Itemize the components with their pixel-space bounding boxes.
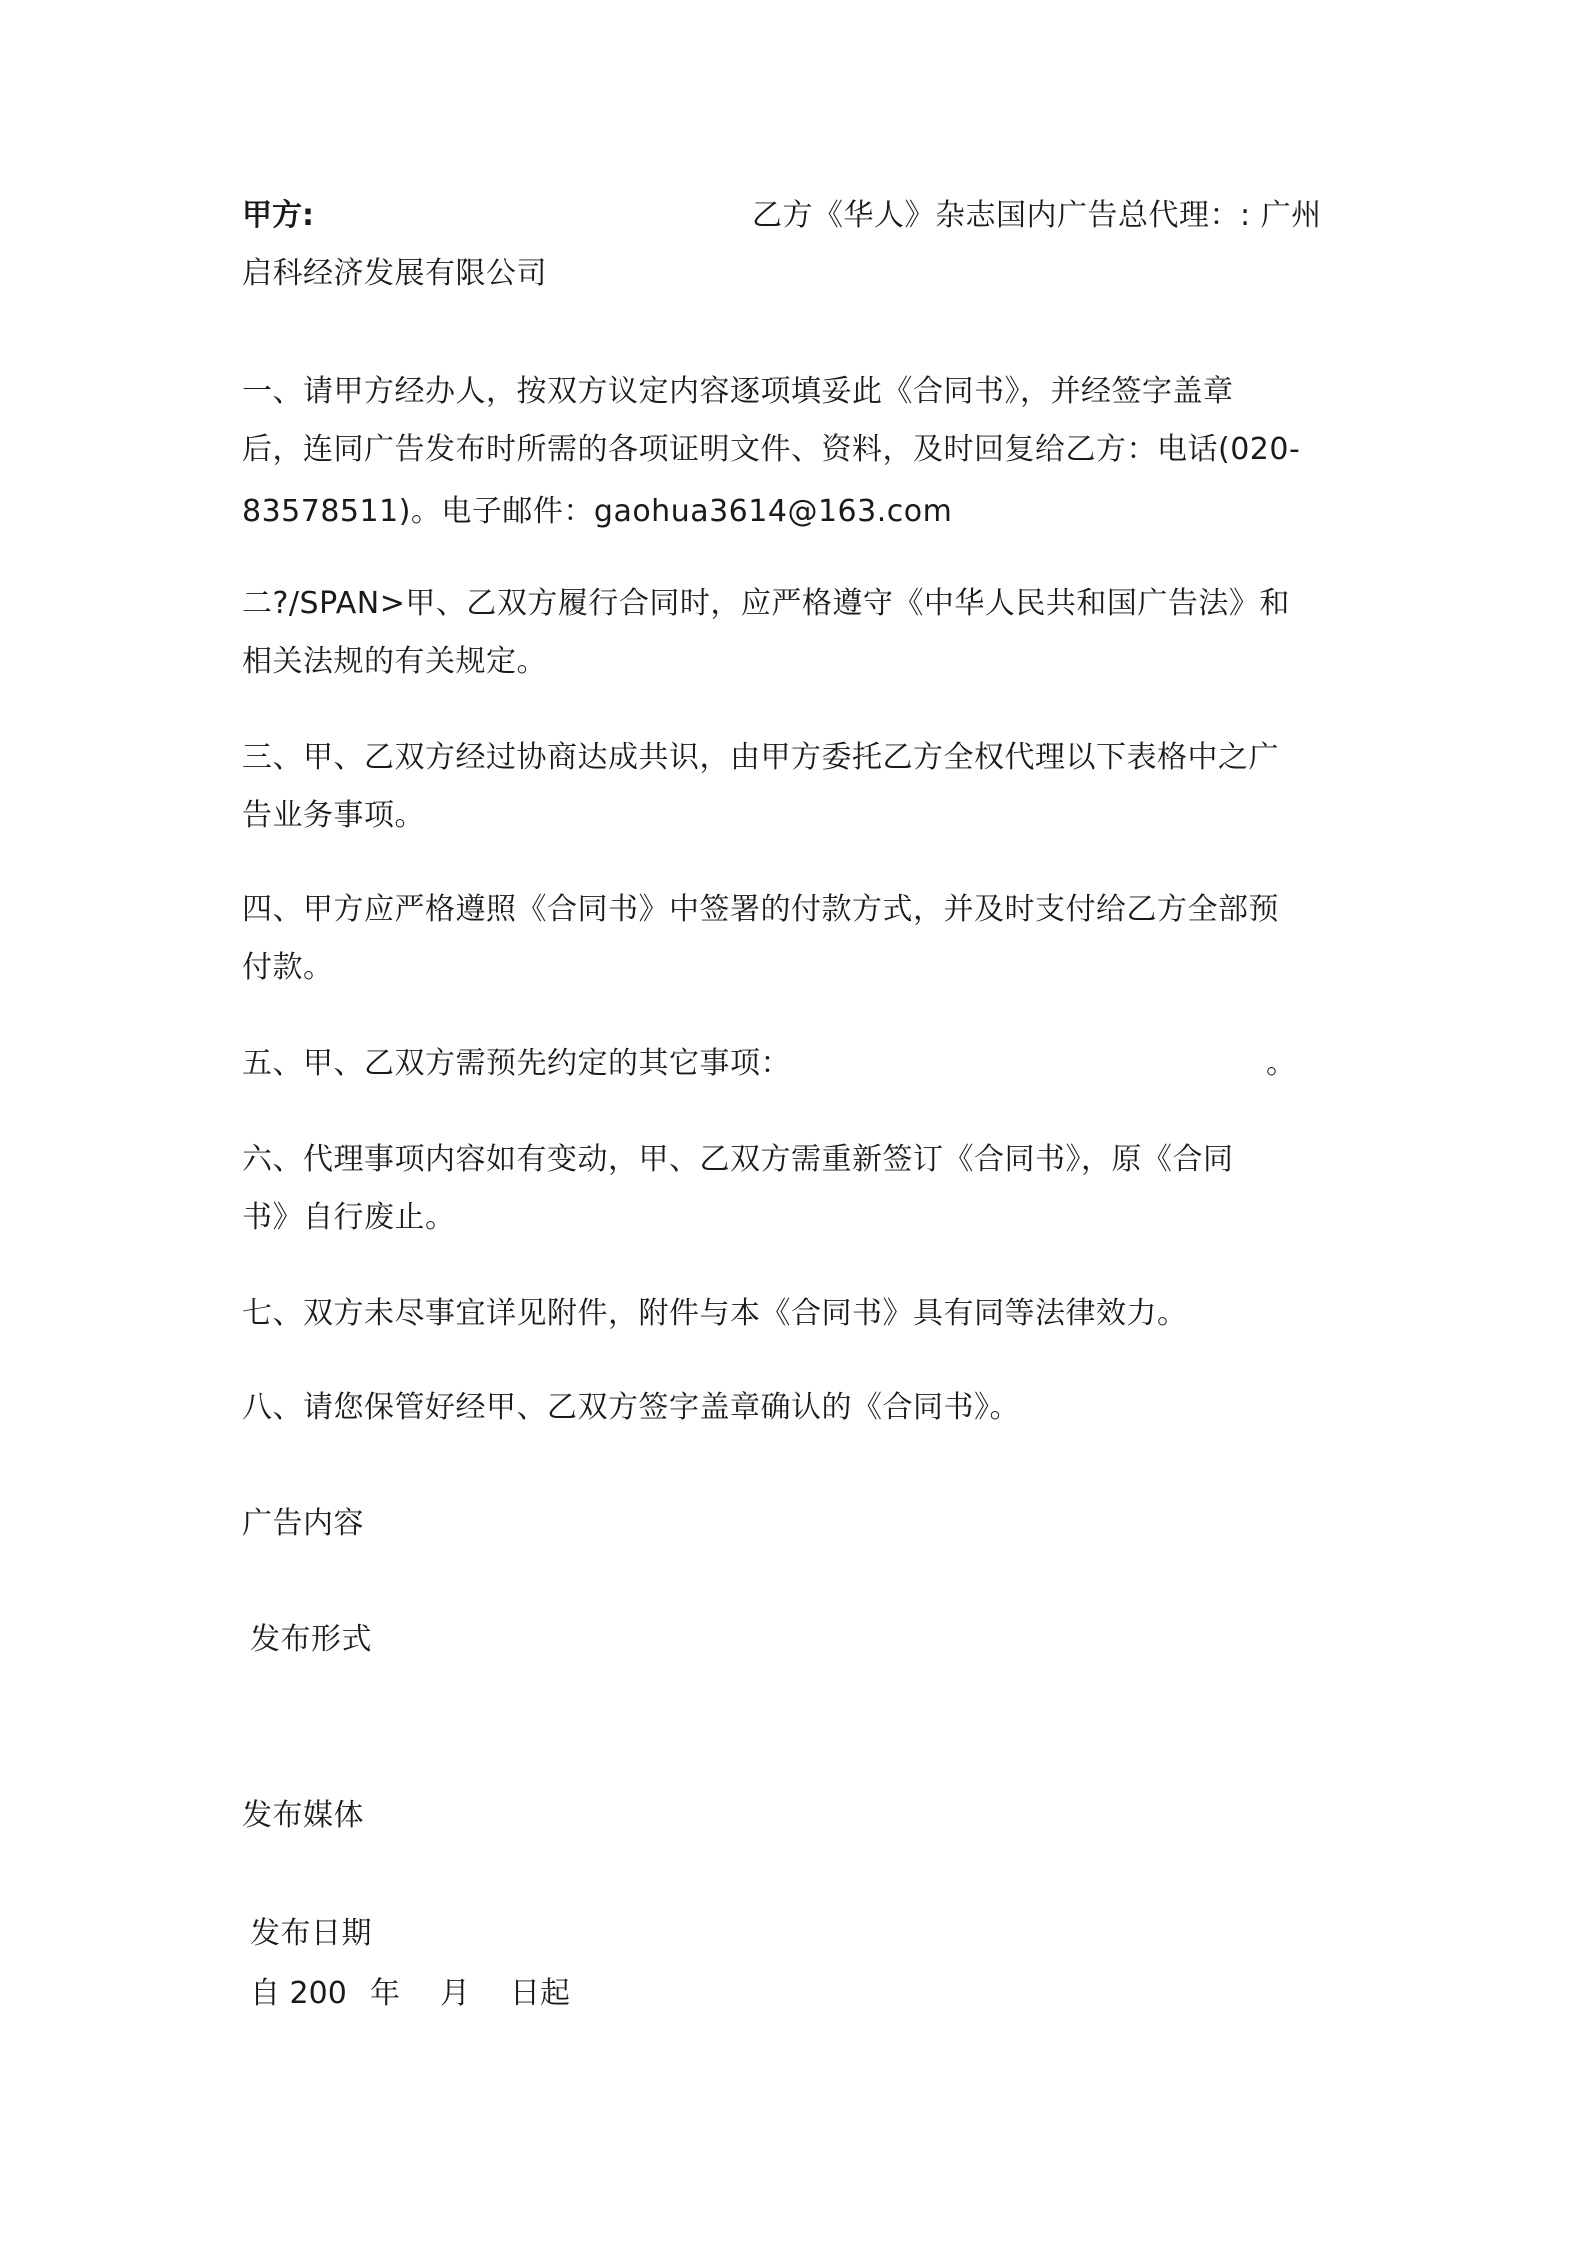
clause-6-line-1: 六、代理事项内容如有变动，甲、乙双方需重新签订《合同书》，原《合同 [242, 1142, 1234, 1177]
party-b-label: 乙方《华人》杂志国内广告总代理：: 广州 [752, 198, 1322, 233]
clause-6-line-2: 书》自行废止。 [242, 1200, 456, 1235]
clause-2-line-1: 二?/SPAN>甲、乙双方履行合同时，应严格遵守《中华人民共和国广告法》和 [242, 586, 1290, 621]
publish-date-row [250, 1974, 570, 2014]
date-month: 月 [440, 1976, 470, 2011]
publish-form-label: 发布形式 [250, 1622, 372, 1657]
date-year: 年 [370, 1976, 400, 2011]
clause-3-line-2: 告业务事项。 [242, 798, 425, 833]
party-b-company: 启科经济发展有限公司 [242, 256, 547, 291]
party-a-label: 甲方: [242, 198, 314, 233]
clause-4-line-2: 付款。 [242, 950, 334, 985]
clause-1-line-3: 83578511)。电子邮件：gaohua3614@163.com [242, 494, 953, 529]
date-day: 日起 [510, 1976, 570, 2011]
clause-7-line-1: 七、双方未尽事宜详见附件，附件与本《合同书》具有同等法律效力。 [242, 1296, 1188, 1331]
clause-2-line-2: 相关法规的有关规定。 [242, 644, 547, 679]
date-prefix: 自 200 [250, 1976, 347, 2011]
publish-media-label: 发布媒体 [242, 1798, 364, 1833]
clause-1-line-1: 一、请甲方经办人，按双方议定内容逐项填妥此《合同书》，并经签字盖章 [242, 374, 1234, 409]
clause-5-line-1: 五、甲、乙双方需预先约定的其它事项： [242, 1046, 791, 1081]
clause-3-line-1: 三、甲、乙双方经过协商达成共识，由甲方委托乙方全权代理以下表格中之广 [242, 740, 1279, 775]
clause-5-end-mark: 。 [1266, 1046, 1297, 1081]
clause-4-line-1: 四、甲方应严格遵照《合同书》中签署的付款方式，并及时支付给乙方全部预 [242, 892, 1279, 927]
publish-date-label: 发布日期 [250, 1916, 372, 1951]
clause-1-line-2: 后，连同广告发布时所需的各项证明文件、资料，及时回复给乙方：电话(020- [242, 432, 1301, 467]
clause-8-line-1: 八、请您保管好经甲、乙双方签字盖章确认的《合同书》。 [242, 1390, 1020, 1425]
ad-content-label: 广告内容 [242, 1506, 364, 1541]
